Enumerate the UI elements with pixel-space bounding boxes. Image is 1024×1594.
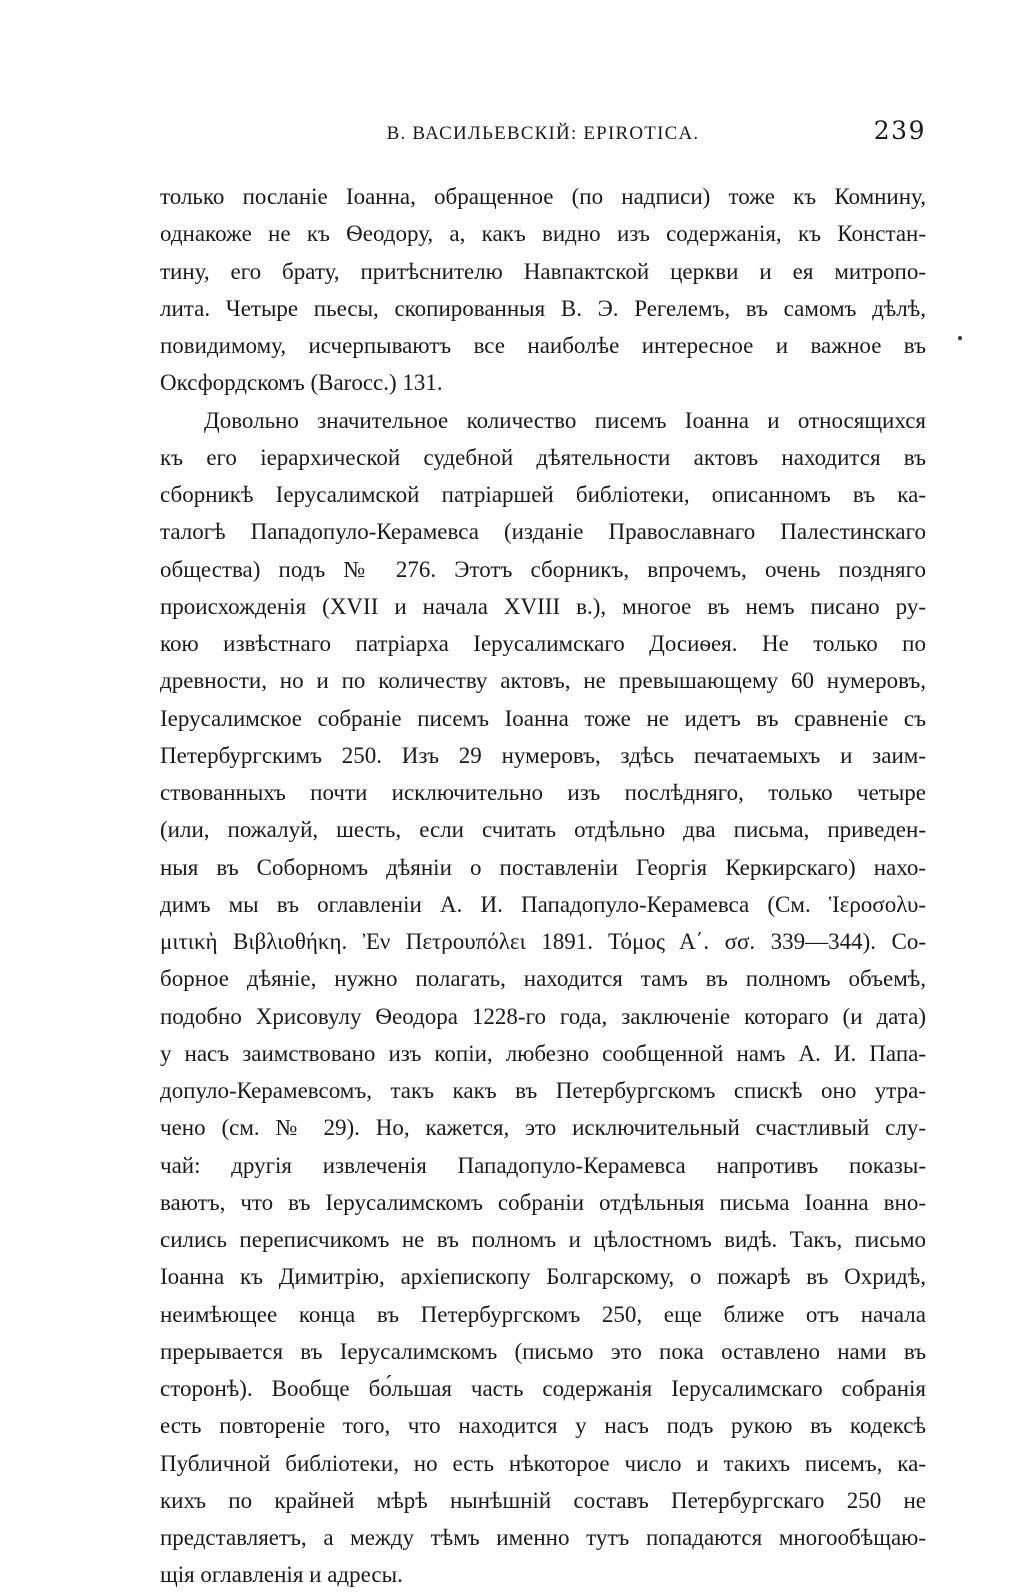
margin-dot-mark [958, 336, 962, 340]
page-header [160, 114, 926, 154]
running-head: В. ВАСИЛЬЕВСКІЙ: EPIROTICA. [386, 123, 700, 144]
text-line: ствованныхъ почти исключительно изъ послѣдняго, только четыре [160, 780, 926, 805]
text-line: общества) подъ № 276. Этотъ сборникъ, впрочемъ, очень поздняго [160, 556, 926, 582]
text-line: Оксфордскомъ (Barocc.) 131. [160, 370, 443, 396]
text-line: сборникѣ Іерусалимской патріаршей библіотеки, описанномъ въ ка- [160, 482, 926, 507]
text-line: ваютъ, что въ Іерусалимскомъ собраніи отдѣльныя письма Іоанна вно- [160, 1189, 926, 1215]
text-line: древности, но и по количеству актовъ, не превышающему 60 нумеровъ, [160, 668, 926, 694]
text-line: лита. Четыре пьесы, скопированныя В. Э. Регелемъ, въ самомъ дѣлѣ, [160, 295, 926, 321]
text-line: щія оглавленія и адресы. [160, 1562, 403, 1588]
text-line: (или, пожалуй, шесть, если считать отдѣльно два письма, приведен- [160, 817, 926, 843]
page-number: 239 [873, 116, 926, 145]
text-line: ныя въ Соборномъ дѣяніи о поставленіи Георгія Керкирскаго) нахо- [160, 854, 926, 880]
text-line: чено (см. № 29). Но, кажется, это исключительный счастливый слу- [160, 1115, 926, 1141]
text-line: сились переписчикомъ не въ полномъ и цѣлостномъ видѣ. Такъ, письмо [160, 1227, 926, 1252]
text-line: Іерусалимское собраніе писемъ Іоанна тоже не идетъ въ сравненіе съ [160, 705, 926, 731]
text-line: Довольно значительное количество писемъ Іоанна и относящихся [204, 407, 926, 433]
text-line: подобно Хрисовулу Ѳеодора 1228-го года, заключеніе котораго (и дата) [160, 1003, 926, 1029]
text-line: сторонѣ). Вообще бо́льшая часть содержанія Іерусалимскаго собранія [160, 1376, 926, 1401]
text-line: Публичной библіотеки, но есть нѣкоторое число и такихъ писемъ, ка- [160, 1450, 926, 1476]
text-line: повидимому, исчерпываютъ все наиболѣе интересное и важное въ [160, 333, 926, 358]
text-line: кихъ по крайней мѣрѣ нынѣшній составъ Петербургскаго 250 не [160, 1487, 926, 1513]
text-line: прерывается въ Іерусалимскомъ (письмо это пока оставлено нами въ [160, 1338, 926, 1364]
text-line: димъ мы въ оглавленіи А. И. Пападопуло-Керамевса (См. Ἱεροσολυ- [160, 891, 926, 917]
text-line: неимѣющее конца въ Петербургскомъ 250, еще ближе отъ начала [160, 1301, 926, 1327]
text-line: у насъ заимствовано изъ копіи, любезно сообщенной намъ А. И. Папа- [160, 1040, 926, 1066]
text-line: Іоанна къ Димитрію, архіепископу Болгарскому, о пожарѣ въ Охридѣ, [160, 1264, 926, 1290]
text-line: μιτικὴ Βιβλιοθήκη. Ἐν Πετρουπόλει 1891. Τόμος Α΄. σσ. 339—344). Со- [160, 929, 926, 954]
text-line: представляетъ, а между тѣмъ именно тутъ попадаются многообѣщаю- [160, 1525, 926, 1550]
text-line: борное дѣяніе, нужно полагать, находится тамъ въ полномъ объемѣ, [160, 966, 926, 992]
text-line: кою извѣстнаго патріарха Іерусалимскаго Досиѳея. Не только по [160, 631, 926, 656]
text-line: Петербургскимъ 250. Изъ 29 нумеровъ, здѣсь печатаемыхъ и заим- [160, 742, 926, 768]
text-line: только посланіе Іоанна, обращенное (по надписи) тоже къ Комнину, [160, 184, 926, 209]
text-line: есть повтореніе того, что находится у насъ подъ рукою въ кодексѣ [160, 1413, 926, 1439]
text-line: талогѣ Пападопуло-Керамевса (изданіе Православнаго Палестинскаго [160, 519, 926, 545]
text-line: къ его іерархической судебной дѣятельности актовъ находится въ [160, 444, 926, 470]
body-text [160, 178, 926, 1594]
text-line: происхожденія (XVII и начала XVIII в.), многое въ немъ писано ру- [160, 593, 926, 619]
text-line: однакоже не къ Ѳеодору, а, какъ видно изъ содержанія, къ Констан- [160, 221, 926, 247]
text-line: чай: другія извлеченія Пападопуло-Керамевса напротивъ показы- [160, 1152, 926, 1178]
text-line: тину, его брату, притѣснителю Навпактской церкви и ея митропо- [160, 258, 926, 284]
text-line: допуло-Керамевсомъ, такъ какъ въ Петербургскомъ спискѣ оно утра- [160, 1078, 926, 1103]
